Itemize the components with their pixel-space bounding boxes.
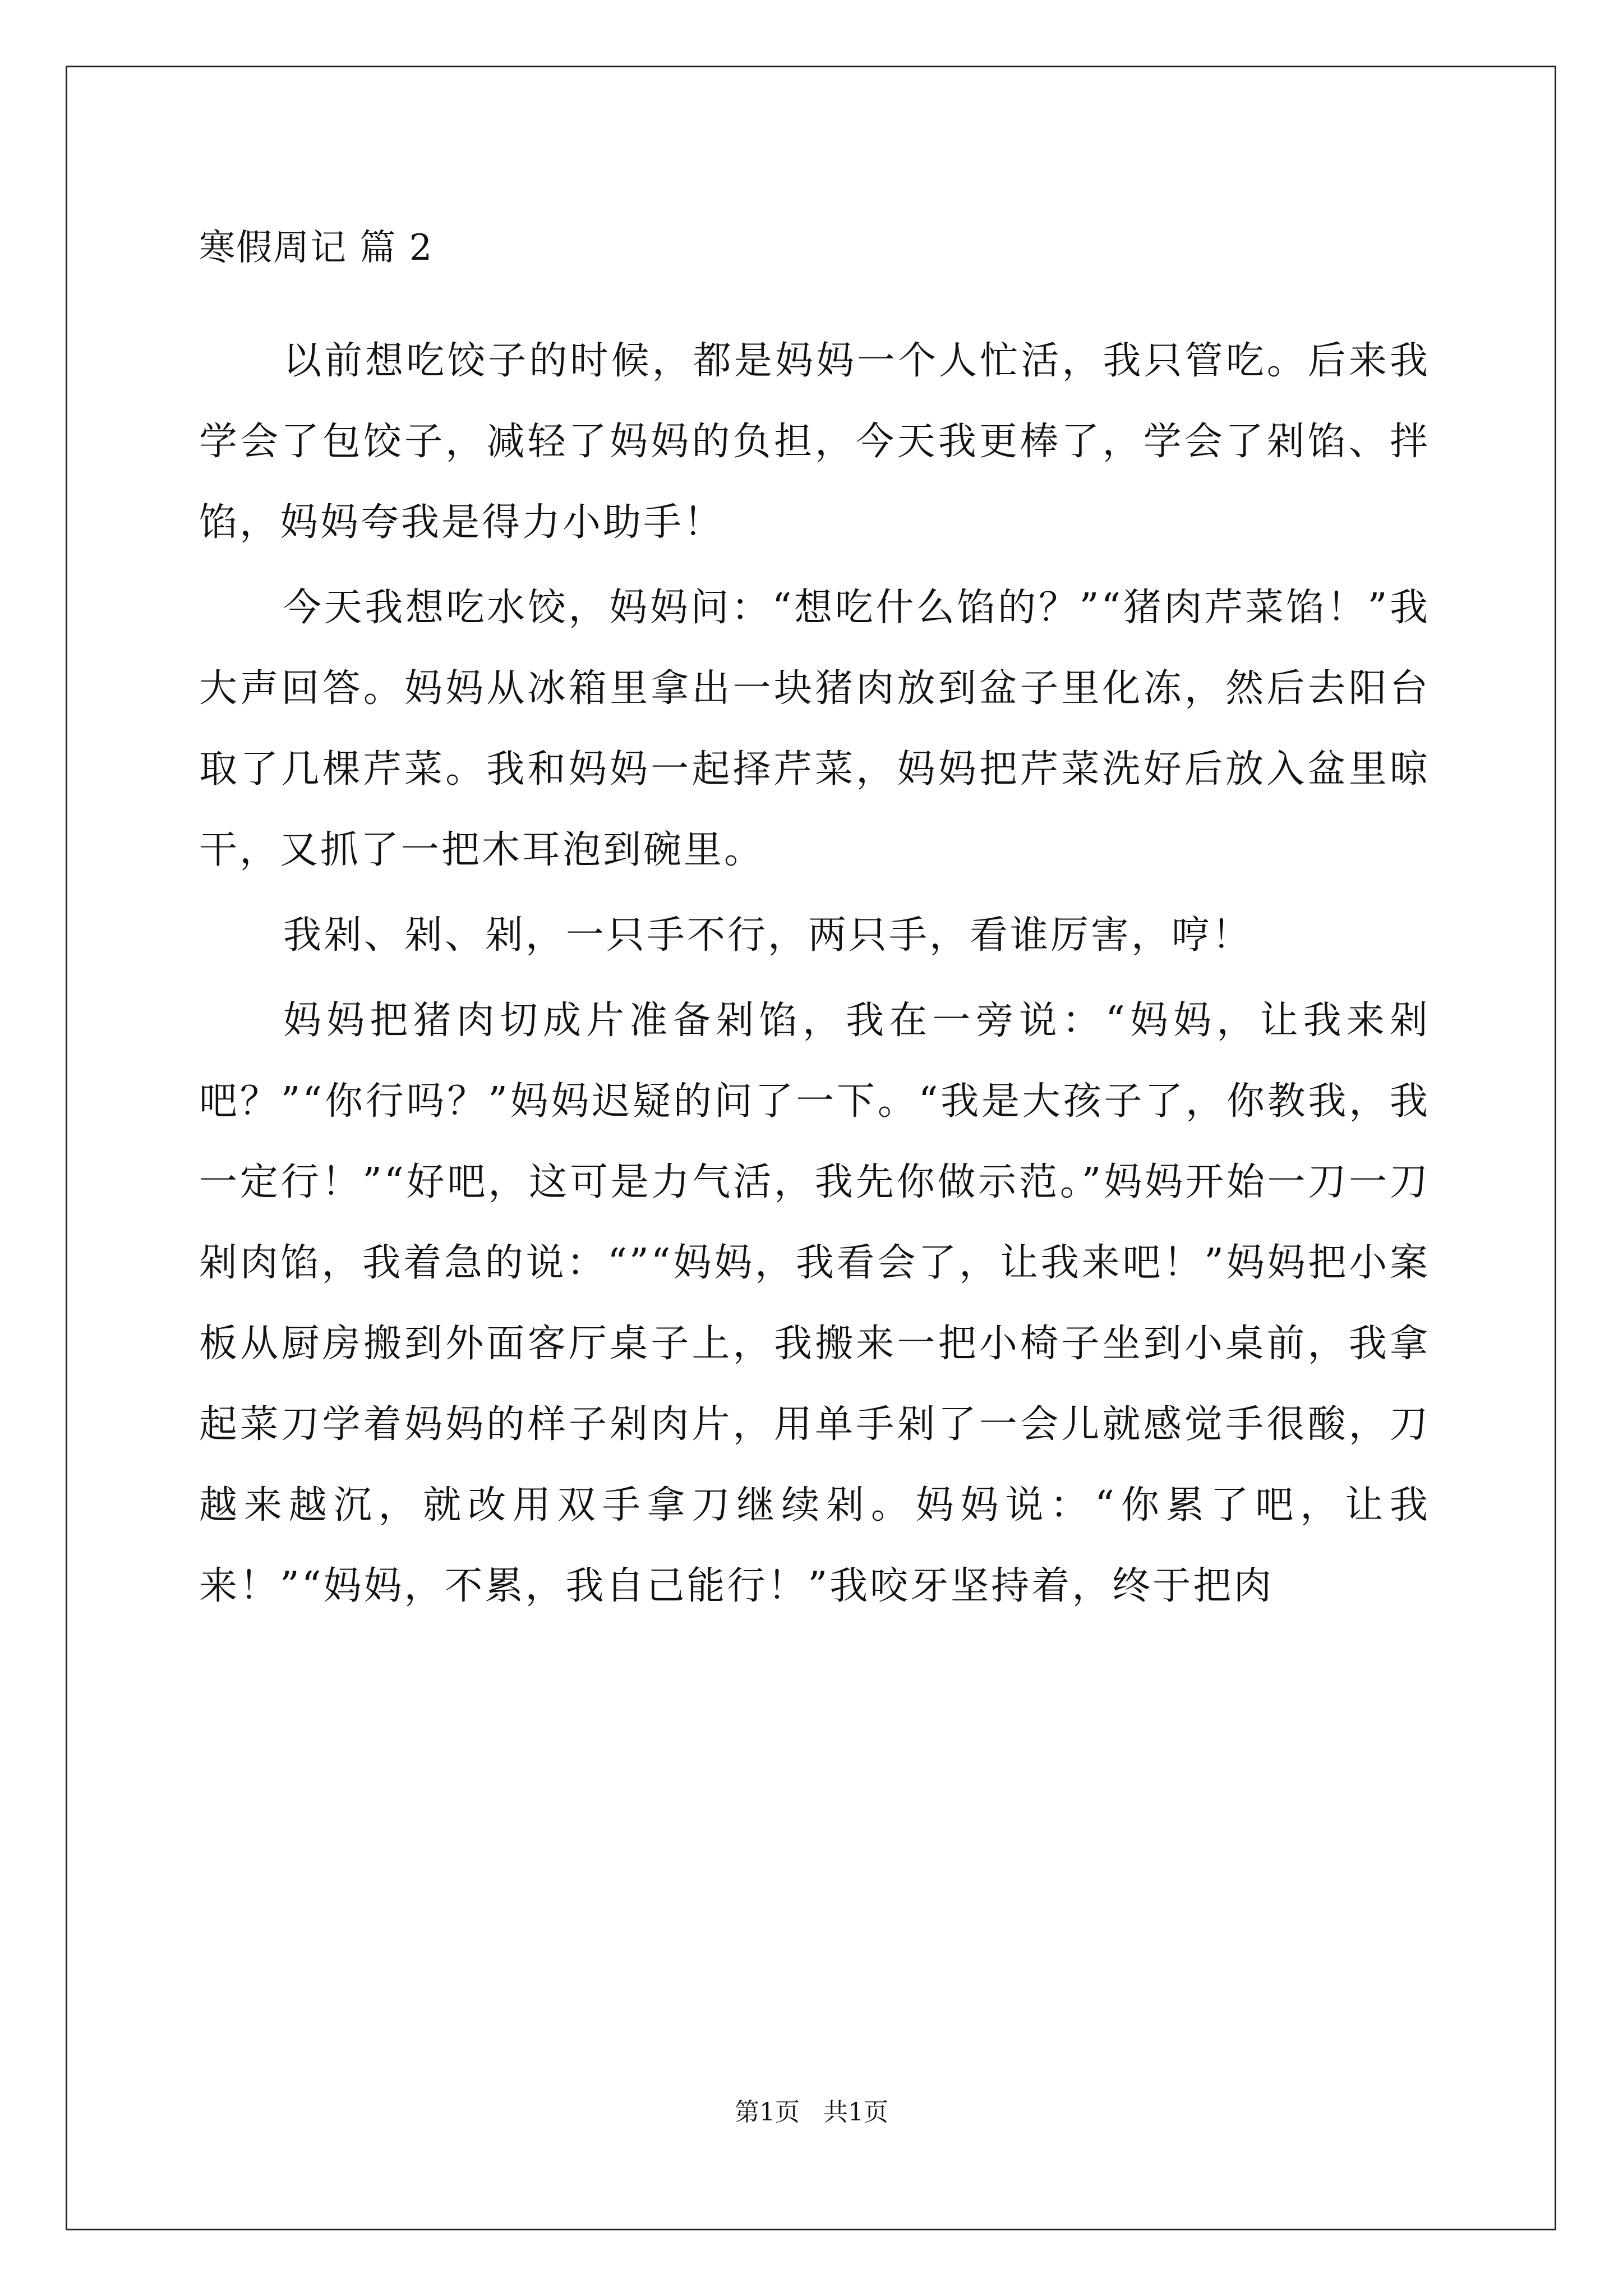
paragraph-4: 妈妈把猪肉切成片准备剁馅，我在一旁说：“妈妈，让我来剁吧？”“你行吗？”妈妈迟疑的问了一下。“我是大孩子了，你教我，我一定行！”“好吧，这可是力气活，我先你做示范。”妈妈开始一刀一刀剁肉馅，我着急的说：“”“妈妈，我看会了，让我来吧！”妈妈把小案板从厨房搬到外面客厅桌子上，我搬来一把小椅子坐到小桌前，我拿起菜刀学着妈妈的样子剁肉片，用单手剁了一会儿就感觉手很酸，刀越来越沉，就改用双手拿刀继续剁。妈妈说：“你累了吧，让我来！”“妈妈，不累，我自己能行！”我咬牙坚持着，终于把肉 — [199, 999, 1430, 1608]
document-body — [199, 321, 1430, 1631]
paragraph-1: 以前想吃饺子的时候，都是妈妈一个人忙活，我只管吃。后来我学会了包饺子，减轻了妈妈的负担，今天我更棒了，学会了剁馅、拌馅，妈妈夸我是得力小助手！ — [199, 339, 1430, 545]
document-title: 寒假周记 篇 2 — [199, 227, 434, 269]
paragraph-2: 今天我想吃水饺，妈妈问：“想吃什么馅的？”“猪肉芹菜馅！”我大声回答。妈妈从冰箱里拿出一块猪肉放到盆子里化冻，然后去阳台取了几棵芹菜。我和妈妈一起择芹菜，妈妈把芹菜洗好后放入盆里晾干，又抓了一把木耳泡到碗里。 — [199, 586, 1430, 872]
paragraph-3: 我剁、剁、剁，一只手不行，两只手，看谁厉害，哼！ — [283, 913, 1253, 958]
page-number-footer: 第1页 共1页 — [735, 2098, 888, 2127]
